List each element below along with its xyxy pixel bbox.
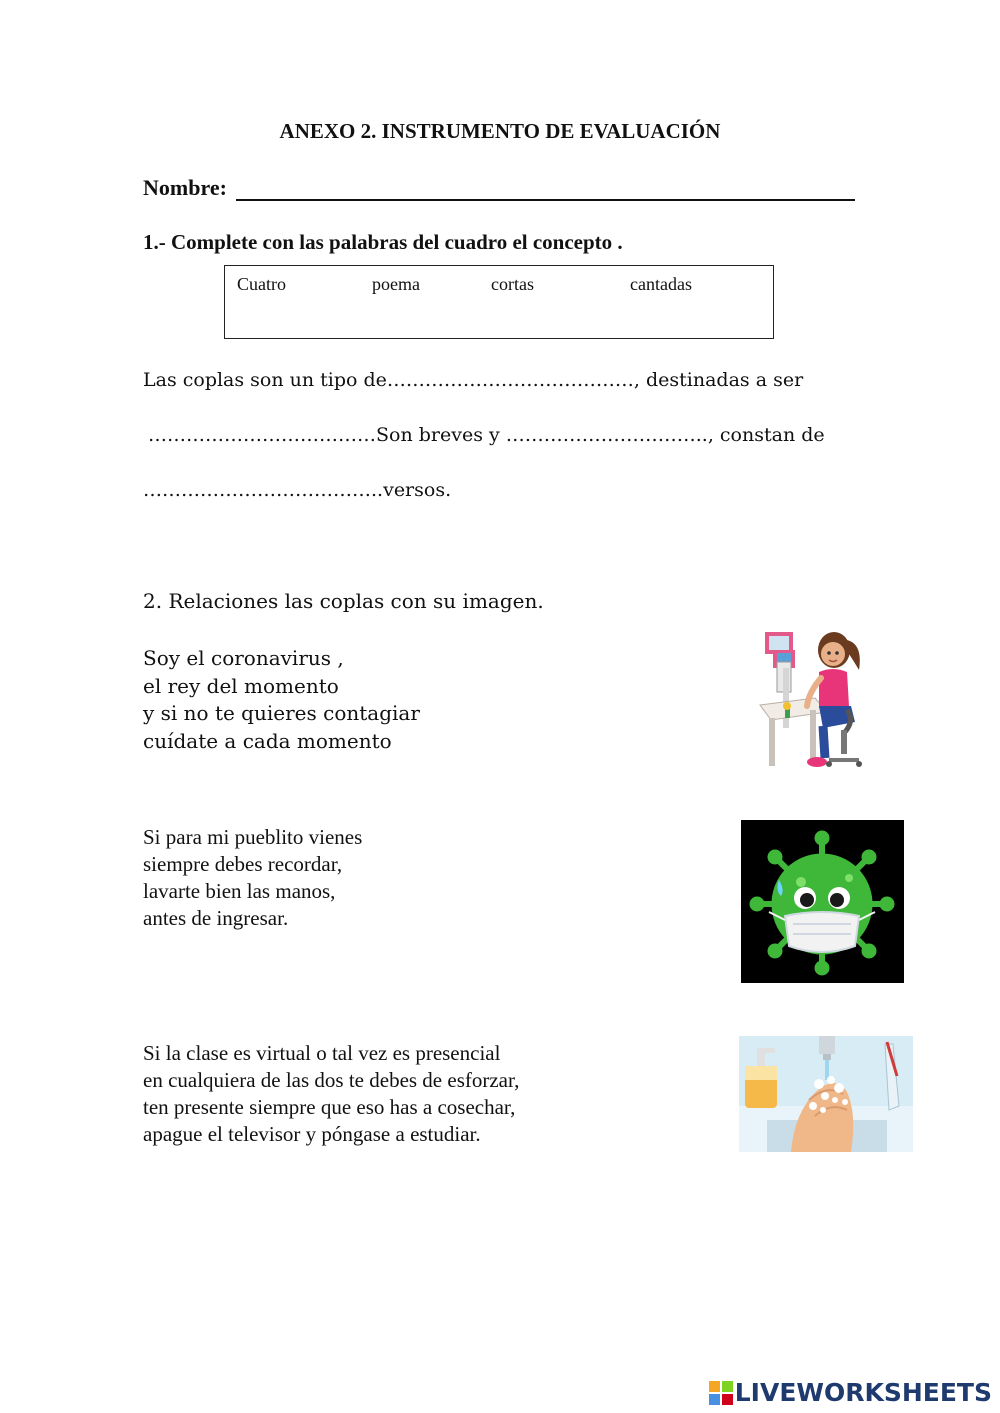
virus-with-mask-image[interactable] (741, 820, 904, 983)
brand-logo (709, 1378, 992, 1407)
word-box-item: cortas (491, 274, 534, 294)
page-title: ANEXO 2. INSTRUMENTO DE EVALUACIÓN (279, 119, 721, 143)
girl-at-computer-image[interactable] (755, 610, 870, 778)
question-1: 1.- Complete con las palabras del cuadro el concepto . (143, 230, 623, 254)
poem-1 (143, 645, 420, 755)
poem-line: Si la clase es virtual o tal vez es presencial (143, 1041, 501, 1065)
hand-washing-image[interactable] (739, 1036, 913, 1152)
face-mask-icon (785, 912, 859, 952)
poem-line: siempre debes recordar, (143, 852, 343, 876)
poem-line: ten presente siempre que eso has a cosechar, (143, 1095, 516, 1119)
poem-line: cuídate a cada momento (143, 728, 392, 753)
face-icon (821, 642, 845, 666)
poem-line: Soy el coronavirus , (143, 646, 344, 670)
word-box-item: poema (372, 274, 420, 294)
fill-line: Las coplas son un tipo de…………………………………, destinadas a ser (143, 369, 804, 391)
fill-line: ………………………………Son breves y ………………………….., constan de (148, 424, 825, 446)
poem-line: en cualquiera de las dos te debes de esforzar, (143, 1068, 520, 1092)
liveworksheets-logo-icon (709, 1381, 733, 1405)
poem-line: antes de ingresar. (143, 906, 289, 930)
word-box (224, 265, 774, 339)
poem-2 (143, 824, 362, 932)
poem-line: apague el televisor y póngase a estudiar. (143, 1122, 481, 1146)
faucet-icon (819, 1036, 835, 1054)
fill-line: ………………………………..versos. (143, 479, 452, 501)
poem-line: lavarte bien las manos, (143, 879, 336, 903)
poem-line: el rey del momento (143, 673, 339, 698)
poem-line: Si para mi pueblito vienes (143, 825, 363, 849)
poem-line: y si no te quieres contagiar (143, 701, 420, 725)
word-box-item: Cuatro (237, 274, 286, 294)
name-label: Nombre: (143, 175, 227, 200)
name-field (143, 175, 855, 203)
poem-3 (143, 1040, 519, 1148)
brand-name: LIVEWORKSHEETS (734, 1378, 992, 1407)
word-box-item: cantadas (630, 274, 692, 294)
question-2: 2. Relaciones las coplas con su imagen. (143, 589, 544, 613)
name-underline[interactable] (236, 199, 855, 201)
